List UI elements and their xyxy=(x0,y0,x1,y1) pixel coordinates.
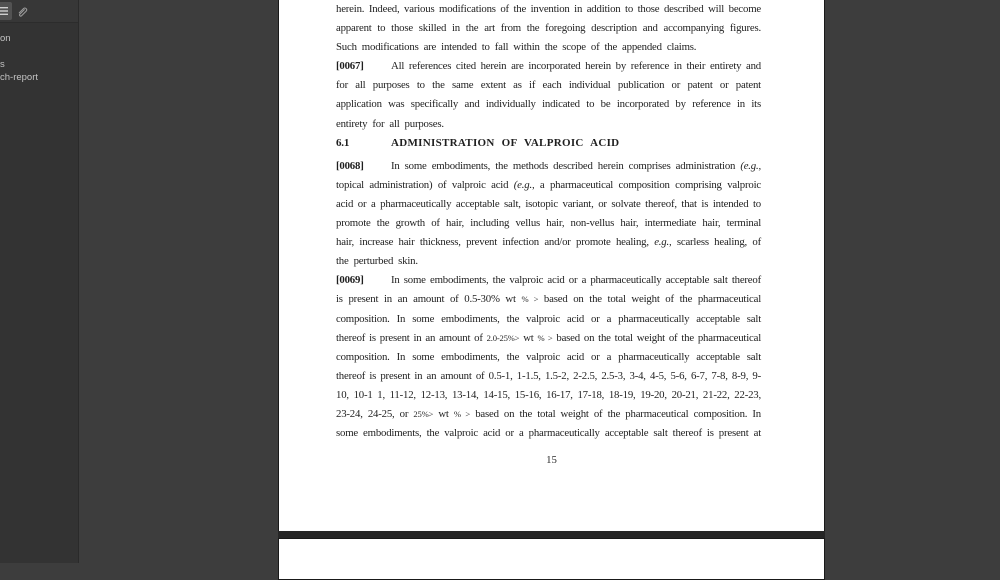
doc-line xyxy=(336,290,761,309)
pdf-page-next xyxy=(278,538,825,580)
doc-line xyxy=(336,329,761,348)
paragraph-number: [0069] xyxy=(336,274,364,287)
text-run: promote the growth of hair, including vellus hair, non-vellus hair, intermediate hair, terminal xyxy=(336,217,761,230)
text-run: % > xyxy=(537,332,553,343)
text-run: In some embodiments, the methods described herein comprises administration xyxy=(391,159,741,172)
doc-line xyxy=(336,19,761,38)
doc-line xyxy=(336,424,761,443)
doc-line xyxy=(336,57,761,76)
list-icon xyxy=(0,5,9,17)
text-run: (e.g., xyxy=(513,178,535,191)
doc-line xyxy=(336,95,761,114)
text-run: All references cited herein are incorporated herein by reference in their entirety and xyxy=(391,60,761,73)
text-run: based on the total weight of the pharmaceutical xyxy=(538,293,761,306)
text-run: acid or a pharmaceutically acceptable salt, isotopic variant, or solvate thereof, that is intended to xyxy=(336,197,761,210)
text-run: entirety for all purposes. xyxy=(336,117,444,130)
doc-line xyxy=(336,252,761,271)
text-run: 10, 10-1 1, 11-12, 12-13, 13-14, 14-15, 15-16, 16-17, 17-18, 18-19, 19-20, 20-21, 21-22, 22-23, xyxy=(336,388,761,401)
text-run: ADMINISTRATION OF VALPROIC ACID xyxy=(391,136,620,149)
doc-line xyxy=(336,115,761,134)
doc-line xyxy=(336,405,761,424)
text-run: In some embodiments, the valproic acid or a pharmaceutically acceptable salt thereof xyxy=(391,274,761,287)
text-run: composition. In some embodiments, the valproic acid or a pharmaceutically acceptable salt xyxy=(336,312,761,325)
text-run: thereof is present in an amount of xyxy=(336,331,487,344)
attachments-button[interactable] xyxy=(13,2,31,20)
text-run: herein. Indeed, various modifications of the invention in addition to those described will become xyxy=(336,3,761,15)
doc-line xyxy=(336,195,761,214)
text-run: application was specifically and individually indicated to be incorporated by reference in its xyxy=(336,98,761,111)
text-run: a pharmaceutical composition comprising valproic xyxy=(534,178,761,191)
doc-line xyxy=(336,214,761,233)
text-run: based on the total weight of the pharmaceutical composition. In xyxy=(470,407,761,420)
text-run: 25%> xyxy=(413,408,434,419)
doc-line xyxy=(336,176,761,195)
doc-line xyxy=(336,310,761,329)
doc-line xyxy=(336,38,761,57)
paperclip-icon xyxy=(16,5,29,18)
document-text xyxy=(336,0,761,443)
text-run: topical administration) of valproic acid xyxy=(336,178,514,191)
section-heading xyxy=(336,134,761,153)
text-run: 23-24, 24-25, or xyxy=(336,407,414,420)
text-run: apparent to those skilled in the art from the foregoing description and accompanying figures. xyxy=(336,22,761,35)
text-run: % > xyxy=(521,294,539,305)
text-run: is present in an amount of 0.5-30% wt xyxy=(336,293,522,306)
doc-line xyxy=(336,157,761,176)
sidebar-toolbar xyxy=(0,0,78,23)
text-run: the perturbed skin. xyxy=(336,255,418,268)
attachment-item[interactable]: s xyxy=(0,59,5,70)
paragraph-number: [0068] xyxy=(336,159,364,172)
text-run: hair, increase hair thickness, prevent infection and/or promote healing, xyxy=(336,236,655,249)
text-run: 2.0-25%> xyxy=(486,332,520,343)
text-run: (e.g., xyxy=(740,159,761,172)
doc-line xyxy=(336,0,761,19)
attachment-item[interactable]: on xyxy=(0,33,11,44)
paragraph-number: [0067] xyxy=(336,60,364,73)
text-run: scarless healing, of xyxy=(671,236,761,249)
text-run: wt xyxy=(519,331,538,344)
pdf-page-current xyxy=(278,0,825,533)
sidebar-toggle-button[interactable] xyxy=(0,2,12,20)
attachments-sidebar xyxy=(0,0,79,563)
text-run: thereof is present in an amount of 0.5-1, 1-1.5, 1.5-2, 2-2.5, 2.5-3, 3-4, 4-5, 5-6, 6-7, 7-8, 8-9, 9- xyxy=(336,369,761,382)
page-gap xyxy=(278,531,825,538)
section-number: 6.1 xyxy=(336,136,350,149)
text-run: wt xyxy=(433,407,454,420)
doc-line xyxy=(336,271,761,290)
doc-line xyxy=(336,233,761,252)
text-run: based on the total weight of the pharmaceutical xyxy=(552,331,761,344)
text-run: for all purposes to the same extent as if each individual publication or patent or patent xyxy=(336,79,761,92)
doc-line xyxy=(336,76,761,95)
text-run: composition. In some embodiments, the valproic acid or a pharmaceutically acceptable salt xyxy=(336,350,761,363)
text-run: Such modifications are intended to fall within the scope of the appended claims. xyxy=(336,41,697,54)
text-run: % > xyxy=(453,408,471,419)
doc-line xyxy=(336,367,761,386)
attachment-item[interactable]: ch-report xyxy=(0,72,39,83)
text-run: some embodiments, the valproic acid or a pharmaceutically acceptable salt thereof is present at xyxy=(336,427,761,440)
doc-line xyxy=(336,348,761,367)
doc-line xyxy=(336,386,761,405)
text-run: e.g., xyxy=(654,236,672,249)
page-number: 15 xyxy=(546,454,557,466)
